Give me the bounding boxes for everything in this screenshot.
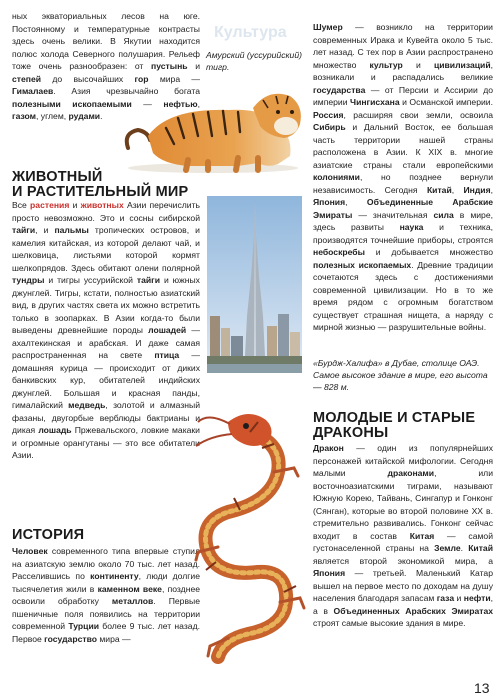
text-segment: небоскребы — [313, 247, 365, 257]
text-segment: Сибирь — [313, 122, 346, 132]
text-segment: мира — — [97, 633, 131, 644]
text-segment: тундры — [12, 275, 45, 285]
text-segment: газа — [436, 593, 455, 603]
text-segment: и — [454, 593, 464, 603]
text-segment: Япония — [313, 197, 346, 207]
text-segment: Гималаев — [12, 86, 54, 96]
text-segment: современного типа впервые ступил на азиатскую землю около 70 тыс. лет назад. Расселившись по — [12, 546, 200, 581]
text-segment: Шумер — [313, 22, 343, 32]
text-segment: . Азия чрезвычайно богата — [53, 86, 200, 96]
text-segment: до высочайших — [41, 73, 135, 84]
text-segment: и Османской империи. — [399, 97, 493, 107]
text-segment: тайги — [136, 275, 161, 285]
animals-paragraph — [12, 199, 200, 462]
text-segment: , и — [35, 225, 55, 235]
text-segment: и добывается множество — [364, 247, 493, 257]
text-segment: и техника, производятся точнейшие приборы, строятся — [313, 222, 493, 245]
text-segment: , — [197, 98, 200, 109]
text-segment: . Древние традиции сочетаются здесь с достижениями современной цивилизации. Но в то же время рядом с огромным богатством существует страшная нищета, а наряду с мирной жизнью — разрушительные войны. — [313, 259, 493, 332]
text-segment: пальмы — [54, 225, 89, 235]
text-segment: растения — [30, 200, 70, 210]
text-segment: является второй экономикой мира, а — [313, 555, 493, 566]
section-title-dragons: МОЛОДЫЕ И СТАРЫЕ ДРАКОНЫ — [313, 410, 476, 441]
text-segment: и Дальний Восток, ее большая часть территории нашей страны расположена в Азии. К XIX в. многие азиатские страны стали европейскими — [313, 122, 493, 170]
text-segment: полезных ископаемых — [313, 259, 412, 270]
text-segment: континенту — [90, 571, 139, 581]
text-segment: в мире, здесь развиты — [313, 209, 493, 232]
text-segment: , углем, — [36, 111, 69, 121]
text-segment: и — [187, 61, 200, 71]
text-segment: лошадь — [38, 425, 72, 435]
text-segment: , или восточноазиатскими тиграми, называют Южную Корею, Тайвань, Сингапур и Гонконг (Сянган), которые во второй половине XX в. стремительно развивались. Гонконг сейчас входит в состав — [313, 468, 493, 541]
text-segment: лошадей — [148, 325, 187, 335]
faint-heading: Культура — [214, 24, 287, 41]
text-segment: — самой густонаселенной страны на — [313, 530, 493, 553]
history-continued-paragraph — [313, 21, 493, 334]
text-segment: — от Персии и Ассирии до империи — [313, 84, 493, 107]
text-segment: строят самые высокие здания в мире. — [313, 618, 466, 628]
text-segment: , расширяя свои земли, освоила — [343, 109, 493, 120]
text-segment: гор — [134, 73, 149, 84]
section-title-animals: ЖИВОТНЫЙ И РАСТИТЕЛЬНЫЙ МИР — [12, 169, 189, 200]
text-segment: Азии перечислить просто невозможно. Это и сосны сибирской — [12, 200, 200, 223]
text-segment: — третьей. Маленький Катар вышел на первое место по доходам на душу населения благодаря запасам — [313, 568, 493, 603]
section-title-history: ИСТОРИЯ — [12, 527, 85, 543]
text-segment: . — [460, 543, 469, 553]
text-segment: Земле — [434, 543, 461, 553]
text-segment: тайги — [12, 225, 36, 235]
burj-caption: «Бурдж-Халифа» в Дубае, столице ОАЭ. Самое высокое здание в мире, его высота — 828 м. — [313, 358, 488, 392]
text-segment: колониями — [313, 172, 360, 182]
text-segment: культур — [369, 59, 403, 70]
text-segment: рудами — [68, 111, 101, 121]
text-segment: металлов — [111, 596, 154, 606]
text-segment: ных экваториальных лесов на юге. Постоянному и температурные контрасты здесь очень велики. В Якутии находится полюс холода Северного полушария. Рельеф тоже очень разнообразен: от — [12, 11, 200, 71]
text-segment: каменном веке — [97, 583, 162, 594]
text-segment: Россия — [313, 109, 344, 120]
text-segment: и — [69, 200, 81, 210]
text-segment: , но позднее вернули независимость. Сегодня — [313, 172, 493, 195]
text-segment: Индия — [463, 184, 491, 195]
text-segment: , — [490, 184, 493, 195]
dragon-image — [188, 402, 308, 664]
text-segment: , золотой и алмазный фазаны, двугорбые верблюды бактрианы и дикая — [12, 400, 200, 435]
tiger-image — [118, 78, 308, 174]
text-segment: Человек — [12, 546, 48, 556]
text-segment: полезными ископаемыми — [12, 98, 132, 109]
page-number: 13 — [474, 680, 490, 696]
text-segment: — возникло на территории современных Ирака и Кувейта около 5 тыс. лет назад. С тех пор в Азии распространено множество — [313, 22, 493, 70]
text-segment: государство — [44, 633, 97, 644]
text-segment: газом — [12, 111, 37, 121]
text-segment: — значительная — [352, 209, 434, 220]
text-segment: наука — [399, 222, 424, 232]
text-segment: Чингисхана — [350, 97, 400, 107]
text-segment: , люди долгие тысячелетия жили в — [12, 571, 200, 594]
text-segment: Китай — [426, 184, 452, 195]
text-segment: Китай — [468, 543, 493, 553]
text-segment: , — [345, 197, 367, 207]
text-segment: пустынь — [151, 61, 188, 71]
text-segment: Пржевальского, ловкие макаки и огромные орангутаны — это все обитатели Азии. — [12, 425, 200, 460]
text-segment: медведь — [68, 400, 106, 410]
text-segment: Япония — [313, 568, 346, 578]
text-segment: . — [100, 111, 103, 121]
text-segment: — ахалтекинская и арабская. И даже самая распространенная на свете — [12, 325, 201, 360]
text-segment: Китая — [409, 530, 435, 541]
text-segment: — один из популярнейших персонажей китайской мифологии. Сегодня малыми — [313, 443, 493, 478]
text-segment: сила — [433, 209, 454, 220]
dragons-paragraph — [313, 442, 493, 630]
tiger-caption: Амурский (уссурийский) тигр. — [206, 50, 302, 72]
text-segment: . Первые пшеничные поля появились на территории современной — [12, 596, 200, 631]
text-segment: , позднее освоили обработку — [12, 583, 201, 606]
text-segment: Дракон — [313, 443, 344, 453]
text-segment: более 9 тыс. лет назад. Первое — [12, 621, 200, 644]
text-segment: , возникали и распадались великие — [313, 59, 494, 82]
text-segment: Объединенные Арабские Эмираты — [313, 197, 494, 220]
text-segment: — домашняя курица — происходит от диких банкивских кур, обитателей индийских джунглей. Большая и красная панды, гималайский — [12, 350, 200, 410]
text-segment: мира — — [148, 73, 201, 84]
text-segment: Все — [12, 200, 31, 210]
text-segment: , а в — [313, 593, 494, 616]
text-segment: нефтью — [163, 98, 198, 109]
text-segment: — — [131, 98, 164, 109]
text-segment: степей — [12, 73, 42, 84]
text-segment: , — [451, 184, 464, 195]
burj-khalifa-image — [207, 196, 302, 373]
text-segment: нефти — [463, 593, 491, 603]
text-segment: птица — [154, 350, 180, 360]
text-segment: тропических островов, и камелия китайская, из которой делают чай, и шелковица, листьями которой кормят шелкопрядов. Здесь обитают олени полярной — [12, 225, 200, 273]
text-segment: животных — [80, 200, 124, 210]
text-segment: государства — [313, 84, 366, 95]
text-segment: драконами — [387, 468, 435, 478]
text-segment: и южных джунглей. Тигры, кстати, полностью азиатский вид, в других частях света их можно встретить только в зоопарках. В Азии когда-то были выведены древнейшие породы — [12, 275, 200, 335]
text-segment: цивилизаций — [433, 59, 491, 70]
text-segment: Турции — [68, 621, 100, 631]
text-segment: и — [402, 59, 434, 70]
history-paragraph — [12, 545, 200, 645]
text-segment: Объединенных Арабских Эмиратах — [333, 605, 493, 616]
text-segment: и тигры уссурийской — [44, 275, 137, 285]
